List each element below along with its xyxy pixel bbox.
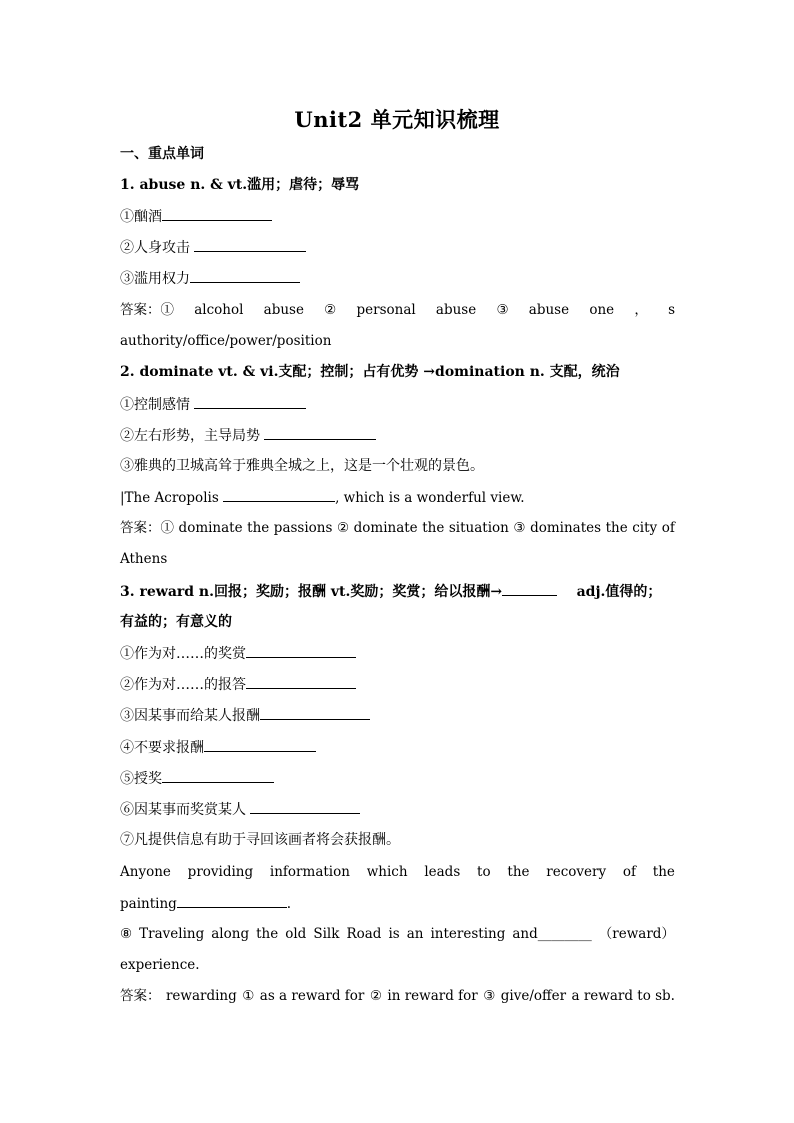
- sentence-token: an: [406, 926, 424, 942]
- answer-token: dominates: [530, 520, 602, 536]
- answer-token: a reward to sb.: [571, 988, 675, 1004]
- sentence-token: the: [507, 864, 530, 880]
- question-row: [120, 737, 675, 758]
- answer-line: [120, 986, 675, 1006]
- answer-blank[interactable]: [177, 893, 287, 908]
- sentence-token: which: [366, 864, 408, 880]
- answer-token: dominate: [353, 520, 418, 536]
- answer-token: 答案：①: [120, 520, 174, 536]
- answer-line: [120, 518, 675, 538]
- question-row: [120, 206, 675, 227]
- answer-token: ③: [496, 302, 509, 318]
- sentence-token: Anyone: [120, 864, 171, 880]
- question-text: ①酗酒: [120, 209, 162, 225]
- sentence-token: Silk: [313, 926, 340, 942]
- answer-token: in reward for: [387, 988, 478, 1004]
- answer-line-continued: Athens: [120, 551, 168, 567]
- question-row: [120, 674, 675, 695]
- question-row: ③雅典的卫城高耸于雅典全城之上，这是一个壮观的景色。: [120, 458, 484, 474]
- sentence-token: （reward）: [598, 926, 675, 942]
- heading-text: 3. reward n.回报；奖励；报酬 vt.奖励；奖赏；给以报酬→: [120, 584, 503, 600]
- word-heading-dominate: 2. dominate vt. & vi.支配；控制；占有优势 →domination n. 支配，统治: [120, 364, 620, 380]
- sentence-token: is: [388, 926, 400, 942]
- answer-token: abuse: [263, 302, 304, 318]
- heading-text: adj.值得的；: [576, 584, 662, 600]
- sentence-token: recovery: [546, 864, 607, 880]
- sentence-token: along: [211, 926, 250, 942]
- answer-token: ②: [324, 302, 337, 318]
- question-text: ④不要求报酬: [120, 740, 204, 756]
- answer-token: the: [247, 520, 270, 536]
- answer-token: ②: [369, 988, 382, 1004]
- question-text: ①作为对……的奖赏: [120, 646, 246, 662]
- answer-token: passions: [273, 520, 333, 536]
- sentence-token: leads: [424, 864, 461, 880]
- question-row: [120, 425, 675, 446]
- answer-token: dominate: [178, 520, 243, 536]
- answer-blank[interactable]: [194, 237, 306, 252]
- answer-token: alcohol: [194, 302, 244, 318]
- answer-token: ，: [634, 302, 648, 318]
- sentence-start: |The Acropolis: [120, 490, 219, 506]
- sentence-token: interesting: [430, 926, 506, 942]
- answer-token: 答案：: [120, 988, 161, 1004]
- question-row: [120, 643, 675, 664]
- answer-token: ③: [483, 988, 496, 1004]
- answer-token: the: [422, 520, 445, 536]
- answer-token: 答案：①: [120, 302, 174, 318]
- answer-blank[interactable]: [502, 581, 557, 596]
- question-row: [120, 799, 675, 820]
- answer-token: of: [661, 520, 675, 536]
- question-text: ③滥用权力: [120, 271, 190, 287]
- question-text: ③因某事而给某人报酬: [120, 708, 260, 724]
- question-text: ②左右形势，主导局势: [120, 428, 260, 444]
- answer-token: situation: [448, 520, 509, 536]
- answer-blank[interactable]: [246, 643, 356, 658]
- question-row: [120, 394, 675, 415]
- answer-token: as a reward for: [259, 988, 365, 1004]
- question-row-english: [120, 487, 675, 508]
- question-row-english-continued: experience.: [120, 957, 200, 973]
- answer-token: ①: [242, 988, 255, 1004]
- sentence-token: Traveling: [139, 926, 205, 942]
- answer-blank[interactable]: [162, 206, 272, 221]
- sentence-end: .: [286, 896, 292, 912]
- question-text: ①控制感情: [120, 397, 190, 413]
- sentence-token: Road: [346, 926, 382, 942]
- answer-token: rewarding: [165, 988, 237, 1004]
- answer-blank[interactable]: [223, 487, 335, 502]
- answer-blank[interactable]: [250, 799, 360, 814]
- answer-blank[interactable]: [260, 705, 370, 720]
- answer-token: s: [668, 302, 675, 318]
- sentence-token: ⑧: [120, 926, 133, 942]
- answer-token: city: [632, 520, 658, 536]
- question-row: [120, 237, 675, 258]
- sentence-end: , which is a wonderful view.: [335, 490, 525, 506]
- answer-token: give/offer: [500, 988, 567, 1004]
- answer-token: ②: [336, 520, 350, 536]
- answer-blank[interactable]: [264, 425, 376, 440]
- question-row-english: [120, 862, 675, 882]
- question-text: ⑥因某事而奖赏某人: [120, 802, 246, 818]
- word-heading-abuse: 1. abuse n. & vt.滥用；虐待；辱骂: [120, 177, 360, 193]
- answer-blank[interactable]: [204, 737, 316, 752]
- sentence-start: painting: [120, 896, 177, 912]
- sentence-token: the: [652, 864, 675, 880]
- question-row: [120, 268, 675, 289]
- answer-token: one: [589, 302, 615, 318]
- sentence-token: information: [269, 864, 350, 880]
- question-row: [120, 768, 675, 789]
- question-row-english: [120, 924, 675, 944]
- sentence-token: and________: [512, 926, 592, 942]
- answer-token: ③: [513, 520, 526, 536]
- page-title: Unit2 单元知识梳理: [294, 107, 500, 132]
- sentence-token: of: [622, 864, 637, 880]
- question-row: ⑦凡提供信息有助于寻回该画者将会获报酬。: [120, 832, 400, 848]
- answer-line: [120, 300, 675, 320]
- answer-blank[interactable]: [194, 394, 306, 409]
- answer-blank[interactable]: [162, 768, 274, 783]
- sentence-token: the: [256, 926, 279, 942]
- question-row: [120, 705, 675, 726]
- answer-token: the: [605, 520, 628, 536]
- answer-line-continued: authority/office/power/position: [120, 333, 332, 349]
- answer-token: personal: [356, 302, 416, 318]
- question-text: ⑤授奖: [120, 771, 162, 787]
- question-text: ②作为对……的报答: [120, 677, 246, 693]
- answer-blank[interactable]: [246, 674, 356, 689]
- answer-blank[interactable]: [190, 268, 300, 283]
- answer-token: abuse: [528, 302, 570, 318]
- question-text: ②人身攻击: [120, 240, 190, 256]
- word-heading-reward-continued: 有益的；有意义的: [120, 614, 232, 630]
- section-heading: 一、重点单词: [120, 146, 204, 162]
- question-row-english-continued: [120, 893, 675, 914]
- sentence-token: old: [285, 926, 307, 942]
- answer-token: abuse: [435, 302, 477, 318]
- sentence-token: to: [477, 864, 491, 880]
- word-heading-reward: [120, 581, 675, 602]
- sentence-token: providing: [187, 864, 254, 880]
